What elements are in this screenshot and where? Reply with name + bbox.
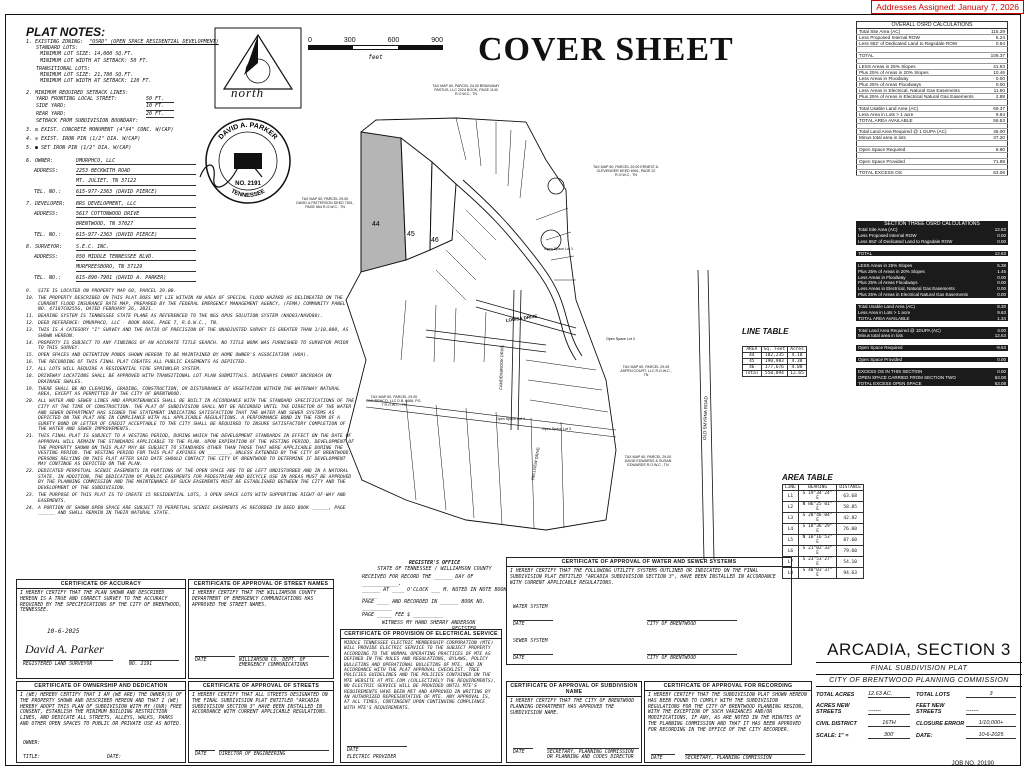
table-row bbox=[783, 502, 864, 513]
osrd-value: 12.83 bbox=[990, 227, 1008, 233]
osrd-label: Open Space Required bbox=[856, 345, 990, 351]
osrd-label: TOTAL EXCESS OPEN SPACE bbox=[856, 380, 990, 386]
table-cell: 94.63 bbox=[837, 568, 864, 579]
table-row bbox=[783, 568, 864, 579]
table-cell: 54.10 bbox=[837, 557, 864, 568]
owner-block: 6. OWNER: DMURPHCO, LLC ADDRESS: 2253 BECKWITH ROAD MT. JULIET, TN 37122 TEL. NO.: 615-977-2363 (DAVID PIERCE) bbox=[26, 158, 226, 196]
line-table-grid bbox=[742, 346, 807, 377]
osrd-label: Plus 25% of Areas in Electrical Natural Gas Easements bbox=[857, 94, 987, 100]
osrd-value: 0.00 bbox=[987, 82, 1008, 88]
accuracy-date: 10-6-2025 bbox=[47, 628, 80, 635]
lot-46-label: 46 bbox=[431, 237, 439, 244]
osrd-label: Open Space Provided bbox=[856, 357, 990, 363]
osrd-value: 5.38 bbox=[990, 262, 1008, 268]
table-cell: L1 bbox=[783, 491, 799, 502]
section-three-osrd-table bbox=[856, 221, 1008, 386]
seal-signature bbox=[192, 155, 272, 195]
neighbor-parcel-5: TAX MAP 60, PARCEL 29.05 ASPEN COURT, LLC R.O.W.C., TN bbox=[620, 365, 672, 378]
osrd-value: 11.50 bbox=[987, 88, 1008, 94]
osrd-label: Plus 25% of Areas in Electrical Natural Gas Easements bbox=[856, 292, 990, 298]
osrd-label: Less Proposed Internal ROW bbox=[857, 35, 987, 41]
subdivision-name: ARCADIA, SECTION 3 bbox=[827, 640, 1011, 659]
seal-number: NO. 2191 bbox=[235, 181, 261, 187]
certificate-ownership: CERTIFICATE OF OWNERSHIP AND DEDICATION I (WE) HEREBY CERTIFY THAT I AM (WE ARE) THE OWNER(S) OF THE PROPERTY SHOWN AND DESCRIBED HEREON AND THAT I (WE) HEREBY ADOPT THIS PLAN OF SUBDIVISION WITH MY (OUR) FREE CONSENT, ESTABLISH THE MINIMUM BUILDING RESTRICTION LINES, AND DEDICATE ALL STREETS, ALLEYS, WALKS, PARKS AND OTHER OPEN SPACES TO PUBLIC OR PRIVATE USE AS NOTED. OWNER: TITLE: DATE: bbox=[16, 681, 186, 763]
overall-osrd-title: OVERALL OSRD CALCULATIONS bbox=[856, 21, 1008, 28]
plat-note-text: ALL WATER AND SEWER LINES AND APPURTENANCES SHALL BE BUILT IN ACCORDANCE WITH THE STANDARD SPECIFICATIONS OF THE CITY AT THE TIME OF CONSTRUCTION. THE PLAT OF SUBDIVISION SHALL NOT BE RECORDED UNTIL THE DIRECTOR OF THE WATER AND SEWER DEPARTMENT HAS SIGNED THE STATEMENT INDICATING SATISFACTION THAT THE WATER AND SEWER SYSTEMS AS DEPICTED ON THE PLAT ARE IN COMPLIANCE WITH ALL APPLICABLE REGULATIONS. A PERFORMANCE BOND IN THE FORM OF A SURETY BOND OR LETTER OF CREDIT ACCEPTABLE TO THE CITY SHALL BE REQUIRED TO INSURE SATISFACTORY COMPLETION OF THE WATER AND SEWER IMPROVEMENTS. bbox=[38, 399, 355, 433]
scale-tick-0: 0 bbox=[308, 37, 312, 44]
open-space-4: Open Space Lot 4 bbox=[496, 417, 525, 421]
road-label-bellview: BELLVIEW DRIVE bbox=[530, 446, 541, 481]
osrd-value: 37.20 bbox=[987, 135, 1008, 141]
plat-note-text: DRIVEWAY LOCATIONS SHALL BE APPROVED WITH TRANSITIONAL LOT PLAN SUBMITTALS. DRIVEWAYS CANNOT ENCROACH ON DRAINAGE SWALES. bbox=[38, 374, 332, 385]
table-cell: 79.60 bbox=[837, 546, 864, 557]
certificate-water-sewer: CERTIFICATE OF APPROVAL OF WATER AND SEWER SYSTEMS I HEREBY CERTIFY THAT THE FOLLOWING UTILITY SYSTEMS OUTLINED OR INDICATED ON THE FINAL SUBDIVISION PLAT ENTITLED "ARCADIA SUBDIVISION SECTION 3", HAVE BEEN INSTALLED IN ACCORDANCE WITH CURRENT APPLICABLE REGULATIONS. WATER SYSTEM DATE CITY OF BRENTWOOD SEWER SYSTEM DATE CITY OF BRENTWOOD bbox=[506, 557, 792, 665]
osrd-value: 63.08 bbox=[990, 380, 1008, 386]
road-label-old-smyrna: OLD SMYRNA ROAD bbox=[702, 396, 709, 441]
open-space-3: Open Space Lot 3 bbox=[542, 427, 571, 431]
table-cell: S 28°46'04" E bbox=[798, 513, 836, 524]
table-cell: 76.00 bbox=[837, 524, 864, 535]
surveyor-block: 8. SURVEYOR: S.E.C. INC. ADDRESS: 850 MIDDLE TENNESSEE BLVD. MURFREESBORO, TN 37129 TEL. NO.: 615-890-7901 (DAVID A. PARKER) bbox=[26, 244, 226, 282]
table-row bbox=[743, 359, 807, 365]
plat-note-number: 17. bbox=[26, 367, 35, 373]
osrd-value: 1.45 bbox=[990, 268, 1008, 274]
osrd-label: Plus 25% of Areas in 20% Slopes bbox=[857, 70, 987, 76]
osrd-value: 2.88 bbox=[987, 94, 1008, 100]
osrd-label: LESS Areas in 25% Slopes bbox=[856, 262, 990, 268]
osrd-label: Less Areas in Electrical, Natural Gas Easements bbox=[857, 88, 987, 94]
area-table-title: AREA TABLE bbox=[782, 473, 833, 482]
osrd-value: 63.08 bbox=[987, 170, 1008, 176]
plat-note-number: 20. bbox=[26, 399, 35, 405]
neighbor-parcel-4: TAX MAP 60, PARCEL 29.00 DMURPHCO, LLC D.B. 8666, PG. 7 R.O.W.C., TN bbox=[366, 395, 422, 408]
osrd-label: TOTAL bbox=[856, 251, 990, 257]
osrd-label: Less Areas in Floodway bbox=[857, 76, 987, 82]
osrd-label: TOTAL AREA AVAILABLE bbox=[857, 117, 987, 123]
table-cell: S 19°34'24" E bbox=[798, 491, 836, 502]
seal-state: TENNESSEE bbox=[229, 188, 267, 200]
scale-bar-graphic bbox=[308, 45, 443, 50]
lot-45-label: 45 bbox=[407, 231, 415, 238]
accuracy-signature: David A. Parker bbox=[25, 642, 104, 656]
table-cell: 4.08 bbox=[788, 365, 807, 371]
osrd-label: Total Site Area (AC) bbox=[856, 227, 990, 233]
road-label-louisa: LOUISA DRIVE bbox=[505, 313, 538, 323]
osrd-value: 0.00 bbox=[990, 274, 1008, 280]
osrd-section-row bbox=[856, 380, 1008, 386]
osrd-label: Less 652' of Dedicated Land to Ragsdale ROW bbox=[857, 41, 987, 47]
osrd-label: Open Space Provided bbox=[857, 158, 987, 164]
table-header: BEARING bbox=[798, 485, 836, 491]
osrd-label: Total Site Area (AC) bbox=[857, 29, 987, 35]
osrd-value: 0.00 bbox=[990, 368, 1008, 374]
osrd-label: TOTAL AREA AVAILABLE bbox=[856, 315, 990, 321]
scale-tick-3: 900 bbox=[431, 37, 443, 44]
total-acres-value: 12.63 AC. bbox=[868, 691, 910, 698]
planning-commission: CITY OF BRENTWOOD PLANNING COMMISSION bbox=[829, 677, 1009, 684]
osrd-value: 10.46 bbox=[987, 70, 1008, 76]
table-cell: L4 bbox=[783, 524, 799, 535]
table-header: Acres bbox=[788, 347, 807, 353]
osrd-label: Less Area in Lots > 1 acre bbox=[856, 309, 990, 315]
table-cell: N 18°16'53" E bbox=[798, 535, 836, 546]
plat-note-number: 22. bbox=[26, 469, 35, 475]
table-header: Sq. Feet bbox=[761, 347, 788, 353]
table-cell: S 21°02'33" E bbox=[798, 546, 836, 557]
osrd-value: 115.29 bbox=[987, 29, 1008, 35]
osrd-label: LESS Areas in 25% Slopes bbox=[857, 64, 987, 70]
scale-unit: feet bbox=[368, 54, 383, 61]
table-row bbox=[783, 557, 864, 568]
plat-date: 10-6-2025 bbox=[966, 732, 1016, 739]
certificate-accuracy: CERTIFICATE OF ACCURACY I HEREBY CERTIFY THAT THE PLAN SHOWN AND DESCRIBED HEREON IS A TRUE AND CORRECT SURVEY TO THE ACCURACY REQUIRED BY THE SPECIFICATIONS OF THE CITY OF BRENTWOOD, TENNESSEE. 10-6-2025 David A. Parker REGISTERED LAND SURVEYOR NO. 2191 bbox=[16, 579, 186, 679]
neighbor-parcel-3: TAX MAP 60, PARCEL 29.00 ERNEST A. CLEVENGER DEED 6901, PAGE 22 R.O.W.C., TN bbox=[592, 165, 660, 178]
table-cell: S 40°03'37" E bbox=[798, 568, 836, 579]
osrd-label: OPEN SPACE CARRIED FROM SECTION TWO bbox=[856, 374, 990, 380]
osrd-value: 109.37 bbox=[987, 52, 1008, 58]
table-row bbox=[743, 353, 807, 359]
osrd-label: Plus 25% of Areas Floodways bbox=[856, 280, 990, 286]
developer-block: 7. DEVELOPER: BRS DEVELOPMENT, LLC ADDRESS: 5617 COTTONWOOD DRIVE BRENTWOOD, TN 37027 TEL. NO.: 615-977-2363 (DAVID PIERCE) bbox=[26, 201, 226, 239]
table-row bbox=[783, 546, 864, 557]
osrd-value: 0.00 bbox=[990, 239, 1008, 245]
setback-note: 2. MINIMUM REQUIRED SETBACK LINES: YARD FRONTING LOCAL STREET: 50 FT. SIDE YARD: 10 FT. REAR YARD: 20 FT. SETBACK FROM SUBDIVISION BOUNDARY: bbox=[26, 90, 226, 124]
plat-note-number: 9. bbox=[26, 289, 32, 294]
table-cell: L8 bbox=[783, 568, 799, 579]
plat-note-number: 24. bbox=[26, 505, 35, 511]
osrd-row bbox=[857, 170, 1008, 176]
area-table bbox=[782, 473, 864, 579]
osrd-value: 1.34 bbox=[990, 315, 1008, 321]
table-cell: 177,676 bbox=[761, 365, 788, 371]
osrd-label: Total Land Area Required @ 1 DUPA (AC) bbox=[857, 129, 987, 135]
osrd-value: 12.63 bbox=[990, 333, 1008, 339]
plat-note-text: PROPERTY IS SUBJECT TO ANY FINDINGS OF AN ACCURATE TITLE SEARCH. NO TITLE WORK WAS FURNISHED TO SURVEYOR PRIOR TO THIS SURVEY. bbox=[38, 340, 349, 352]
osrd-label: Less 652' of Dedicated Land to Ragsdale ROW bbox=[856, 239, 990, 245]
osrd-label: Total Land Area Required @ 1DUPA (AC) bbox=[856, 327, 990, 333]
table-cell: N 86°25'01" E bbox=[798, 502, 836, 513]
osrd-label: Open Space Required bbox=[857, 146, 987, 152]
osrd-label: Minus total area in lots bbox=[857, 135, 987, 141]
osrd-label: TOTAL EXCESS OS bbox=[857, 170, 987, 176]
table-row bbox=[783, 535, 864, 546]
title-block bbox=[816, 640, 1022, 739]
table-cell: S 23°53'27" E bbox=[798, 557, 836, 568]
osrd-value: 0.00 bbox=[990, 233, 1008, 239]
registers-office: REGISTER'S OFFICE STATE OF TENNESSEE / WILLIAMSON COUNTY RECEIVED FOR RECORD THE ______ DAY OF ____________, ______ AT ____ O'CLOCK ___ M. NOTED IN NOTE BOOK _____ PAGE ____ AND RECORDED IN ______ BOOK NO. __________ PAGE _____ FEE $ __________ WITNESS MY HAND SHERRY ANDERSON REGISTER bbox=[362, 560, 507, 633]
osrd-label: Less Area in Lots > 1 acre bbox=[857, 111, 987, 117]
addresses-assigned-badge: Addresses Assigned: January 7, 2026 bbox=[871, 0, 1024, 14]
osrd-value: 9.84 bbox=[987, 111, 1008, 117]
osrd-value: 9.63 bbox=[990, 309, 1008, 315]
plat-note-number: 12. bbox=[26, 321, 35, 327]
table-cell: L5 bbox=[783, 535, 799, 546]
osrd-label: Less Areas in Electrical, Natural Gas Easements bbox=[856, 286, 990, 292]
area-table-grid bbox=[782, 484, 864, 579]
road-label-camdenbrook: CAMDENBROOK DRIVE bbox=[498, 344, 505, 391]
plat-note-number: 19. bbox=[26, 386, 35, 392]
table-cell: 12.65 bbox=[788, 371, 807, 377]
zoning-note: 1. EXISTING ZONING: "OSRD" (OPEN SPACE RESIDENTIAL DEVELOPMENT) STANDARD LOTS: MINIMUM LOT SIZE: 14,000 SQ.FT. MINIMUM LOT WIDTH AT SETBACK: 50 FT. TRANSITIONAL LOTS: MINIMUM LOT SIZE: 21,780 SQ.FT. MINIMUM LOT WIDTH AT SETBACK: 120 FT. bbox=[26, 39, 219, 85]
plat-note-number: 15. bbox=[26, 353, 35, 359]
plat-note-number: 10. bbox=[26, 295, 35, 301]
plat-note-text: OPEN SPACES AND DETENTION PONDS SHOWN HEREON TO BE MAINTAINED BY HOME OWNER'S ASSOCIATION (HOA). bbox=[38, 353, 309, 359]
osrd-label: Plus 25% of Areas Floodways bbox=[857, 82, 987, 88]
osrd-label: Minus total area in lots bbox=[856, 333, 990, 339]
open-space-2: Open Space Lot 2 bbox=[606, 337, 635, 341]
table-cell: 87.60 bbox=[837, 535, 864, 546]
osrd-value: 8.30 bbox=[990, 304, 1008, 310]
table-cell: L2 bbox=[783, 502, 799, 513]
neighbor-parcel-6: TAX MAP 60, PARCEL 29.00 DAVID EDWARDS & SUSAN EDWARDS R.O.W.C., TN bbox=[624, 455, 672, 468]
table-cell: 63.68 bbox=[837, 491, 864, 502]
plat-note-text: DEDICATED PERPETUAL SCENIC EASEMENTS IN PORTIONS OF THE OPEN SPACE ARE TO BE LEFT UNDISTURBED AND IN A NATURAL STATE. IN ADDITION, THE DEDICATION OF PUBLIC EASEMENTS FOR PEDESTRIAN AND BICYCLE USE IN AREAS MUST BE APPROVED BY THE PLANNING COMMISSION AND THE MAINTENANCE OF SUCH EASEMENTS MUST BE ESTABLISHED BETWEEN THE CITY AND THE DEVELOPMENT OF THE SUBDIVISION. bbox=[38, 469, 352, 492]
table-cell: 550,894 bbox=[761, 371, 788, 377]
table-cell: 45 bbox=[743, 359, 762, 365]
certificate-street-names: CERTIFICATE OF APPROVAL OF STREET NAMES I HEREBY CERTIFY THAT THE WILLIAMSON COUNTY DEPARTMENT OF EMERGENCY COMMUNICATIONS HAS APPROVED THE STREET NAMES. DATE WILLIAMSON CO. DEPT. OF EMERGENCY COMMUNICATIONS bbox=[188, 579, 334, 679]
table-row bbox=[743, 371, 807, 377]
line-table-title: LINE TABLE bbox=[742, 327, 789, 336]
table-cell: 182,235 bbox=[761, 353, 788, 359]
table-row bbox=[783, 491, 864, 502]
table-cell: 4.18 bbox=[788, 353, 807, 359]
title-block-stats: TOTAL ACRES 12.63 AC. TOTAL LOTS 3 ACRES NEW STREETS ------- FEET NEW STREETS ------- CIVIL DISTRICT 16TH CLOSURE ERROR 1/10,000+ SCALE: 1" = 300' DATE: 10-6-2025 bbox=[816, 691, 1022, 739]
osrd-label: Less Areas in Floodway bbox=[856, 274, 990, 280]
plat-note-text: THIS FINAL PLAT IS SUBJECT TO A VESTING PERIOD, DURING WHICH THE DEVELOPMENT STANDARDS IN EFFECT ON THE DATE OF APPROVAL WILL REMAIN THE STANDARDS APPLICABLE TO THE PLAN. UPON EXPIRATION OF THE VESTING PERIOD, DEVELOPMENT OF THE PROPERTY SHOWN ON THIS PLAT MAY BE SUBJECT TO STANDARDS OTHER THAN THOSE THAT WERE APPLICABLE DURING THE VESTING PERIOD. THE VESTING PERIOD FOR THIS PLAT EXPIRES ON ________, UNLESS EXTENDED BY THE CITY OF BRENTWOOD. PERSONS RELYING ON THIS PLAT AFTER SAID DATE SHOULD CONTACT THE CITY OF BRENTWOOD TO DETERMINE IF DEVELOPMENT MAY CONTINUE AS DEPICTED ON THE PLAN. bbox=[38, 434, 355, 468]
seal-name: DAVID A. PARKER bbox=[217, 121, 279, 142]
plat-note-number: 21. bbox=[26, 434, 35, 440]
plat-sheet bbox=[5, 14, 1021, 766]
north-label: north bbox=[231, 85, 265, 100]
osrd-value: 41.83 bbox=[987, 64, 1008, 70]
osrd-label: Plus 25% of Areas in 20% Slopes bbox=[856, 268, 990, 274]
table-cell: 46 bbox=[743, 365, 762, 371]
osrd-value: 63.08 bbox=[990, 374, 1008, 380]
table-cell: 190,983 bbox=[761, 359, 788, 365]
section-three-osrd-rows bbox=[856, 227, 1008, 386]
table-cell: 44 bbox=[743, 353, 762, 359]
osrd-label: TOTAL bbox=[857, 52, 987, 58]
plat-note-text: ALL LOTS WILL REQUIRE A RESIDENTIAL FIRE SPRINKLER SYSTEM. bbox=[38, 367, 202, 373]
section-three-osrd-title: SECTION THREE OSRD CALCULATIONS bbox=[856, 221, 1008, 227]
plat-note-number: 23. bbox=[26, 493, 35, 499]
neighbor-parcel-2: TAX MAP 60, PARCEL 29.00 DAVID & PATTERSON DEED 7501, PAGE 564 R.O.W.C., TN bbox=[296, 197, 354, 210]
plat-note-text: THIS IS A CATEGORY "I" SURVEY AND THE RATIO OF PRECISION OF THE UNADJUSTED SURVEY IS GREATER THAN 1/10,000, AS SHOWN HEREON. bbox=[38, 328, 349, 339]
osrd-value: 0.00 bbox=[990, 286, 1008, 292]
osrd-value: 0.84 bbox=[987, 41, 1008, 47]
job-number: JOB NO. 20190 bbox=[951, 761, 994, 767]
osrd-value: 46.00 bbox=[987, 129, 1008, 135]
plat-note-number: 13. bbox=[26, 328, 35, 334]
monument-legend: 3. ⊡ EXIST. CONCRETE MONUMENT (4"X4" CONC. W/CAP) 4. ⊙ EXIST. IRON PIN (1/2" DIA. W/CAP) 5. ● SET IRON PIN (1/2" DIA. W/CAP) bbox=[26, 127, 174, 152]
overall-osrd-table bbox=[856, 21, 1008, 176]
osrd-value: 0.00 bbox=[990, 292, 1008, 298]
table-header: AREA bbox=[743, 347, 762, 353]
osrd-value: 12.83 bbox=[990, 251, 1008, 257]
plat-note-text: A PORTION OF SHOWN OPEN SPACE ARE SUBJECT TO PERPETUAL SCENIC EASEMENTS AS RECORDED IN DEED BOOK ______, PAGE ______ AND SHALL REMAIN IN THEIR NATURAL STATE. bbox=[38, 505, 346, 517]
certificate-recording: CERTIFICATE OF APPROVAL FOR RECORDING I HEREBY CERTIFY THAT THE SUBDIVISION PLAT SHOWN HEREON HAS BEEN FOUND TO COMPLY WITH THE SUBDIVISION REGULATIONS FOR THE CITY OF BRENTWOOD PLANNING REGION, WITH THE EXCEPTION OF SUCH VARIANCES AND/OR MODIFICATIONS, IF ANY, AS ARE NOTED IN THE MINUTES OF THE PLANNING COMMISSION AND THAT IT HAS BEEN APPROVED FOR RECORDING IN THE OFFICE OF THE CITY RECORDER. DATE SECRETARY, PLANNING COMMISSION bbox=[644, 681, 812, 763]
certificate-subdivision-name: CERTIFICATE OF APPROVAL OF SUBDIVISION NAME I HEREBY CERTIFY THAT THE CITY OF BRENTWOOD PLANNING DEPARTMENT HAS APPROVED THE SUBDIVISION NAME. DATE SECRETARY, PLANNING COMMISSION OR PLANNING AND CODES DIRECTOR bbox=[506, 681, 642, 763]
osrd-value: 69.37 bbox=[987, 105, 1008, 111]
lot-44-label: 44 bbox=[372, 221, 380, 228]
osrd-value: 8.80 bbox=[987, 146, 1008, 152]
osrd-value: 71.88 bbox=[987, 158, 1008, 164]
table-header: DISTANCE bbox=[837, 485, 864, 491]
table-cell: 4.38 bbox=[788, 359, 807, 365]
plat-note-number: 18. bbox=[26, 374, 35, 380]
table-cell: 42.82 bbox=[837, 513, 864, 524]
plat-note-text: THE PURPOSE OF THIS PLAT IS TO CREATE 15 RESIDENTIAL LOTS, 3 OPEN SPACE LOTS WITH SUPPORTING RIGHT-OF-WAY AND EASEMENTS. bbox=[38, 493, 346, 504]
table-row bbox=[743, 365, 807, 371]
line-table bbox=[742, 327, 807, 377]
overall-osrd-rows bbox=[856, 28, 1008, 176]
plat-note-number: 11. bbox=[26, 314, 35, 320]
osrd-label: Total Usable Land Area (AC) bbox=[857, 105, 987, 111]
table-cell: 58.85 bbox=[837, 502, 864, 513]
open-space-1: Open Space Lot 1 bbox=[544, 247, 573, 251]
table-row bbox=[783, 524, 864, 535]
total-lots-value: 3 bbox=[966, 691, 1016, 698]
osrd-value: 0.00 bbox=[990, 357, 1008, 363]
neighbor-parcel-1: TAX MAP 60, PARCEL 24.00 BRAIN/AMY PASTUS, LLC 2024 BOOK, PAGE 1143 R.O.W.C., TN bbox=[432, 84, 500, 97]
osrd-value: 5.24 bbox=[987, 35, 1008, 41]
osrd-value: 0.00 bbox=[987, 76, 1008, 82]
plat-type: FINAL SUBDIVISION PLAT bbox=[870, 665, 968, 672]
certificate-electrical-service: CERTIFICATE OF PROVISION OF ELECTRICAL SERVICE MIDDLE TENNESSEE ELECTRIC MEMBERSHIP CORPORATION (MTE) WILL PROVIDE ELECTRIC SERVICE TO THE SUBJECT PROPERTY ACCORDING TO THE NORMAL OPERATING PRACTICES OF MTE AS DEFINED IN THE RULES AND REGULATIONS, BYLAWS, POLICY BULLETINS AND OPERATIONAL BULLETINS OF MTE, AND IN ACCORDANCE WITH THE PLAT APPROVAL CHECKLIST. TREE POLICIES GUIDELINES AND THE POLICIES CONTAINED ON THE MTE WEBSITE AT MTE.COM (COLLECTIVELY THE REQUIREMENTS). NO ELECTRIC SERVICE WILL BE PROVIDED UNTIL MTE'S REQUIREMENTS HAVE BEEN MET AND APPROVED IN WRITING BY AN AUTHORIZED REPRESENTATIVE OF MTE. ANY APPROVAL IS, AT ALL TIMES, CONTINGENT UPON CONTINUING COMPLIANCE WITH MTE'S REQUIREMENTS. DATE ELECTRIC PROVIDER bbox=[340, 629, 502, 763]
certificate-streets: CERTIFICATE OF APPROVAL OF STREETS I HEREBY CERTIFY THAT ALL STREETS DESIGNATED ON THE FINAL SUBDIVISION PLAT ENTITLED "ARCADIA SUBDIVISION SECTION 3" HAVE BEEN INSTALLED IN ACCORDANCE WITH CURRENT APPLICABLE REGULATIONS. DATE DIRECTOR OF ENGINEERING bbox=[188, 681, 334, 763]
plat-note-text: SITE IS LOCATED ON PROPERTY MAP 60, PARCEL 29.00. bbox=[38, 289, 177, 294]
table-cell: S 18°36'29" E bbox=[798, 524, 836, 535]
registers-title: REGISTER'S OFFICE bbox=[408, 560, 461, 566]
table-row bbox=[783, 513, 864, 524]
plat-note-number: 14. bbox=[26, 340, 35, 346]
osrd-value: -9.63 bbox=[990, 345, 1008, 351]
scale-tick-1: 300 bbox=[343, 37, 356, 44]
subdivision-map bbox=[306, 100, 806, 560]
osrd-label: Total Usable Land Area (AC) bbox=[856, 304, 990, 310]
osrd-label: Less Proposed Internal ROW bbox=[856, 233, 990, 239]
plat-note-text: THERE SHALL BE NO CLEARING, GRADING, CONSTRUCTION, OR DISTURBANCE OF VEGETATION WITHIN THE WATERWAY NATURAL AREA, EXCEPT AS PERMITTED BY THE CITY OF BRENTWOOD. bbox=[38, 386, 340, 398]
plat-note-text: DEED REFERENCE: DMURPHCO, LLC - BOOK 8666, PAGE 7, R.O.W.C., TN. bbox=[38, 321, 219, 327]
table-cell: L7 bbox=[783, 557, 799, 568]
plat-note-text: THE PROPERTY DESCRIBED ON THIS PLAT DOES NOT LIE WITHIN AN AREA OF SPECIAL FLOOD HAZARD AS DELINEATED ON THE CURRENT FLOOD INSURANCE RATE MAP, PREPARED BY THE FEDERAL EMERGENCY MANAGEMENT AGENCY, (FEMA) COMMUNITY PANEL NO. 47187C0255G, DATED FEBRUARY 26, 2021. bbox=[38, 295, 346, 313]
osrd-value: 59.53 bbox=[987, 117, 1008, 123]
plat-note-text: THE RECORDING OF THIS FINAL PLAT CREATES ALL PUBLIC EASEMENTS AS DEPICTED. bbox=[38, 360, 247, 366]
table-cell: Total bbox=[743, 371, 762, 377]
table-cell: L6 bbox=[783, 546, 799, 557]
osrd-value: 3.00 bbox=[990, 327, 1008, 333]
scale-bar bbox=[308, 37, 443, 61]
section3-lots bbox=[361, 132, 456, 272]
cover-sheet-title: COVER SHEET bbox=[478, 31, 734, 68]
table-header: LINE bbox=[783, 485, 799, 491]
plat-note-number: 16. bbox=[26, 360, 35, 366]
osrd-value: 0.00 bbox=[990, 280, 1008, 286]
table-cell: L3 bbox=[783, 513, 799, 524]
plat-notes-title: PLAT NOTES: bbox=[26, 25, 106, 39]
plat-note-text: BEARING SYSTEM IS TENNESSEE STATE PLANE AS REFERENCED TO THE NGS OPUS SOLUTION SYSTEM (NAD83/NAVD88). bbox=[38, 314, 324, 320]
osrd-label: EXCESS OS IN THIS SECTION bbox=[856, 368, 990, 374]
scale-tick-2: 600 bbox=[387, 37, 400, 44]
